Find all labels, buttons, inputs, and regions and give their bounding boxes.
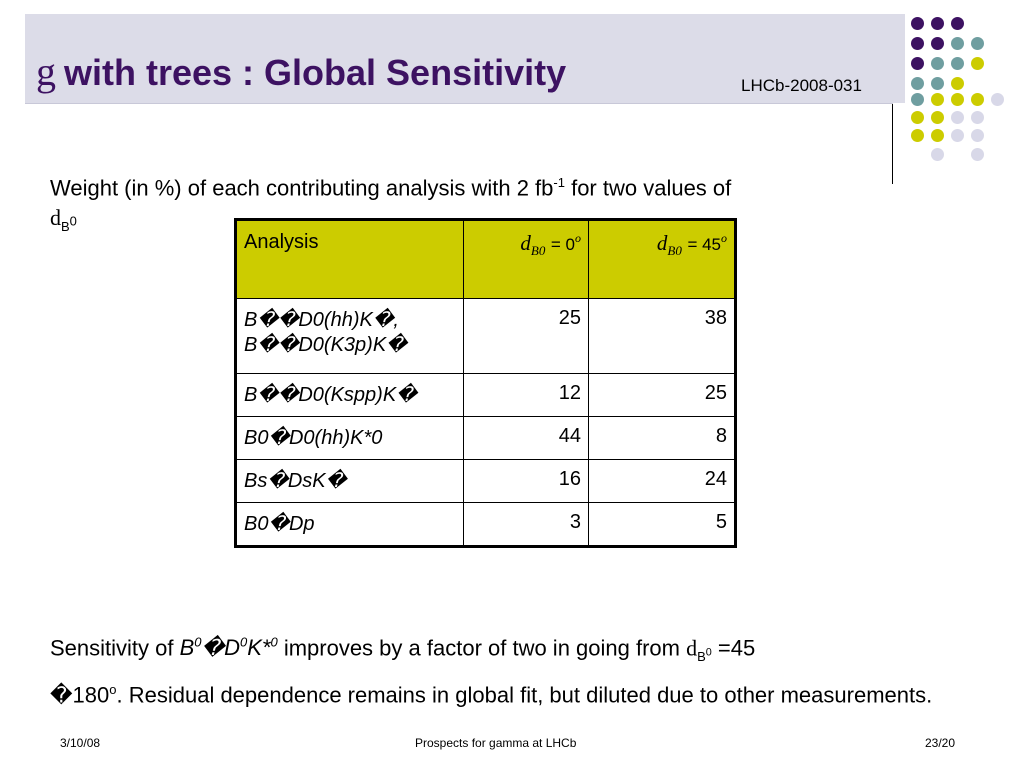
value-delta-0: 25 [464, 299, 589, 374]
table-row [236, 460, 736, 503]
dot [931, 77, 944, 90]
dot [911, 77, 924, 90]
intro-part1: Weight (in %) of each contributing analysis with 2 fb [50, 175, 554, 201]
analysis-cell: B0�D0(hh)K*0 [236, 417, 464, 460]
dot [911, 57, 924, 70]
analysis-line1: B��D0(hh)K�, [244, 309, 399, 331]
header-analysis: Analysis [236, 220, 464, 299]
dot [931, 17, 944, 30]
dot [971, 148, 984, 161]
analysis-line2: B��D0(K3p)K� [244, 334, 407, 356]
dot [951, 129, 964, 142]
value-delta-45: 24 [589, 460, 736, 503]
dot [971, 93, 984, 106]
intro-subscript-sup: 0 [69, 213, 77, 229]
dot [931, 111, 944, 124]
dot [911, 37, 924, 50]
dot [911, 129, 924, 142]
table-row [236, 417, 736, 460]
conclusion-part1: Sensitivity of [50, 635, 180, 661]
value-delta-45: 5 [589, 503, 736, 547]
value-delta-45: 8 [589, 417, 736, 460]
intro-part2: for two values of [564, 175, 732, 201]
dot [951, 93, 964, 106]
dot [931, 148, 944, 161]
dot [971, 129, 984, 142]
dot [971, 37, 984, 50]
value-delta-0: 12 [464, 374, 589, 417]
dot [951, 17, 964, 30]
value-delta-0: 16 [464, 460, 589, 503]
header-delta-0-value: = 0 [550, 235, 575, 254]
dot [931, 129, 944, 142]
analysis-cell: B0�Dp [236, 503, 464, 547]
table-row [236, 299, 736, 374]
reference-label: LHCb-2008-031 [741, 76, 862, 95]
table-header-row [236, 220, 736, 299]
dot [911, 93, 924, 106]
dot [991, 93, 1004, 106]
sensitivity-table [234, 218, 737, 548]
conclusion-line2-rest: . Residual dependence remains in global fit, but diluted due to other measurements. [116, 682, 933, 708]
dot [951, 37, 964, 50]
footer-date: 3/10/08 [60, 736, 101, 750]
dot [911, 111, 924, 124]
title-underline [25, 103, 893, 104]
value-delta-45: 25 [589, 374, 736, 417]
analysis-cell: B��D0(Kspp)K� [236, 374, 464, 417]
dot [971, 57, 984, 70]
analysis-cell [236, 299, 464, 374]
header-delta-0: $d_{B0} = 0^o$ [464, 220, 589, 299]
delta-symbol: d [50, 205, 61, 231]
intro-superscript: -1 [553, 175, 565, 190]
value-delta-0: 3 [464, 503, 589, 547]
degree-sup: o [109, 681, 117, 697]
dot [951, 111, 964, 124]
intro-subscript: B [61, 218, 70, 234]
dot [931, 37, 944, 50]
value-delta-0: 44 [464, 417, 589, 460]
header-delta-45: $d_{B0} = 45^o$ [589, 220, 736, 299]
dot [951, 57, 964, 70]
title-text: with trees : Global Sensitivity [64, 52, 567, 93]
dot [971, 111, 984, 124]
gamma-symbol: g [36, 49, 56, 94]
footer-page-number: 23/20 [925, 736, 956, 750]
table-row [236, 503, 736, 547]
dot [931, 57, 944, 70]
conclusion-line2: �180 [50, 682, 110, 708]
conclusion-text: Sensitivity of $B^0�D^0K*^0$ improves by a factor of two in going from $d_{B^0} =45$ �180$^o$. Residual dependence remains in global fit, but diluted due to other measurements. [50, 635, 933, 708]
dot [951, 77, 964, 90]
analysis-cell: Bs�DsK� [236, 460, 464, 503]
value-delta-45: 38 [589, 299, 736, 374]
dot [911, 17, 924, 30]
slide-title [36, 48, 566, 95]
header-delta-45-value: = 45 [687, 235, 721, 254]
table-row [236, 374, 736, 417]
conclusion-part3: =45 [711, 635, 756, 661]
conclusion-part2: improves by a factor of two in going from [277, 635, 687, 661]
dot [931, 93, 944, 106]
footer-title: Prospects for gamma at LHCb [415, 736, 577, 750]
